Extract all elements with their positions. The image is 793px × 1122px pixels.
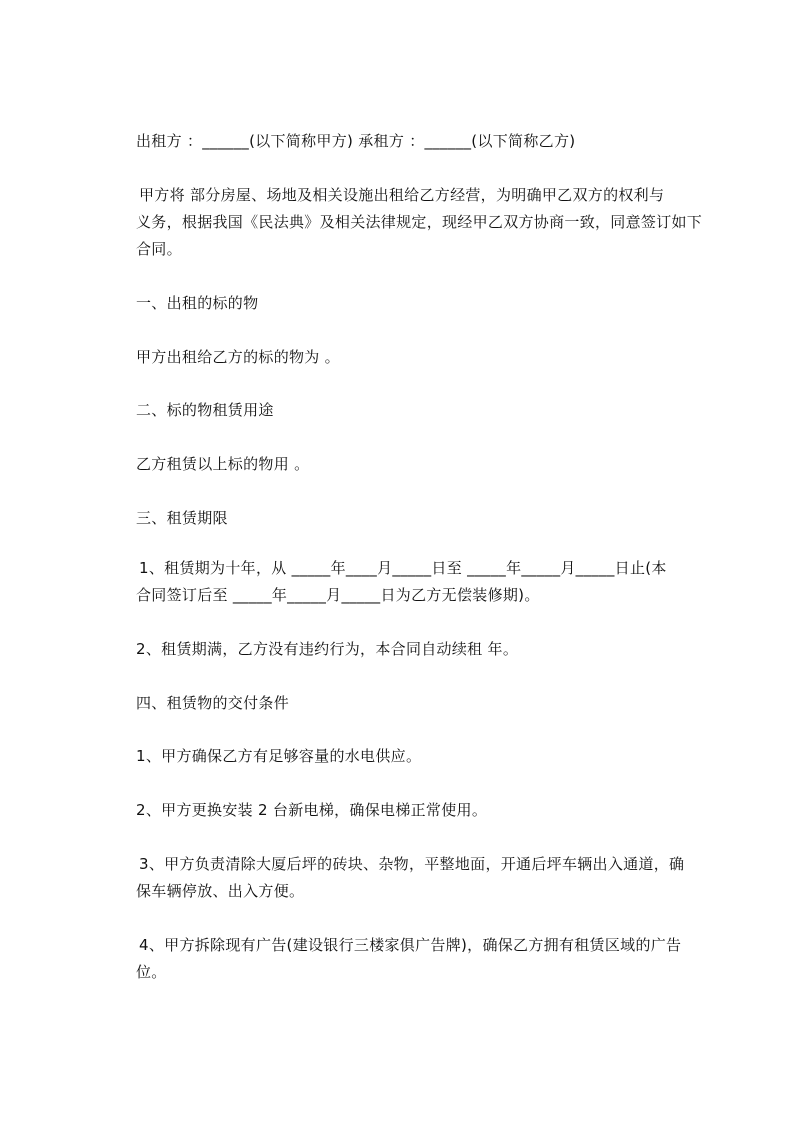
- section-1-heading: 一、出租的标的物: [136, 294, 259, 312]
- section-4-clause-3-line-2: 保车辆停放、出入方便。: [136, 882, 305, 900]
- section-3-clause-1-line-2: 合同签订后至 _____年_____月_____日为乙方无偿装修期)。: [136, 586, 540, 604]
- section-2-heading: 二、标的物租赁用途: [136, 401, 274, 419]
- section-4-clause-2: 2、甲方更换安装 2 台新电梯，确保电梯正常使用。: [136, 801, 488, 819]
- parties-line: 出租方 ：______(以下简称甲方) 承租方 ：______(以下简称乙方): [136, 132, 576, 150]
- section-3-heading: 三、租赁期限: [136, 509, 228, 527]
- section-4-clause-4-line-2: 位。: [136, 963, 167, 981]
- section-4-clause-4-line-1: 4、甲方拆除现有广告(建设银行三楼家俱广告牌)，确保乙方拥有租赁区域的广告: [139, 936, 682, 954]
- preamble-line-3: 合同。: [136, 240, 182, 258]
- section-3-clause-1-line-1: 1、租赁期为十年，从 _____年____月_____日至 _____年_____月_____日止(本: [139, 559, 667, 577]
- section-4-clause-1: 1、甲方确保乙方有足够容量的水电供应。: [136, 747, 422, 765]
- preamble-line-1: 甲方将 部分房屋、场地及相关设施出租给乙方经营，为明确甲乙双方的权利与: [139, 186, 665, 204]
- section-4-heading: 四、租赁物的交付条件: [136, 694, 290, 712]
- section-1-body: 甲方出租给乙方的标的物为 。: [136, 348, 340, 366]
- section-2-body: 乙方租赁以上标的物用 。: [136, 455, 310, 473]
- section-3-clause-2: 2、租赁期满，乙方没有违约行为，本合同自动续租 年。: [136, 640, 519, 658]
- section-4-clause-3-line-1: 3、甲方负责清除大厦后坪的砖块、杂物，平整地面，开通后坪车辆出入通道，确: [139, 855, 685, 873]
- preamble-line-2: 义务，根据我国《民法典》及相关法律规定，现经甲乙双方协商一致，同意签订如下: [136, 213, 703, 231]
